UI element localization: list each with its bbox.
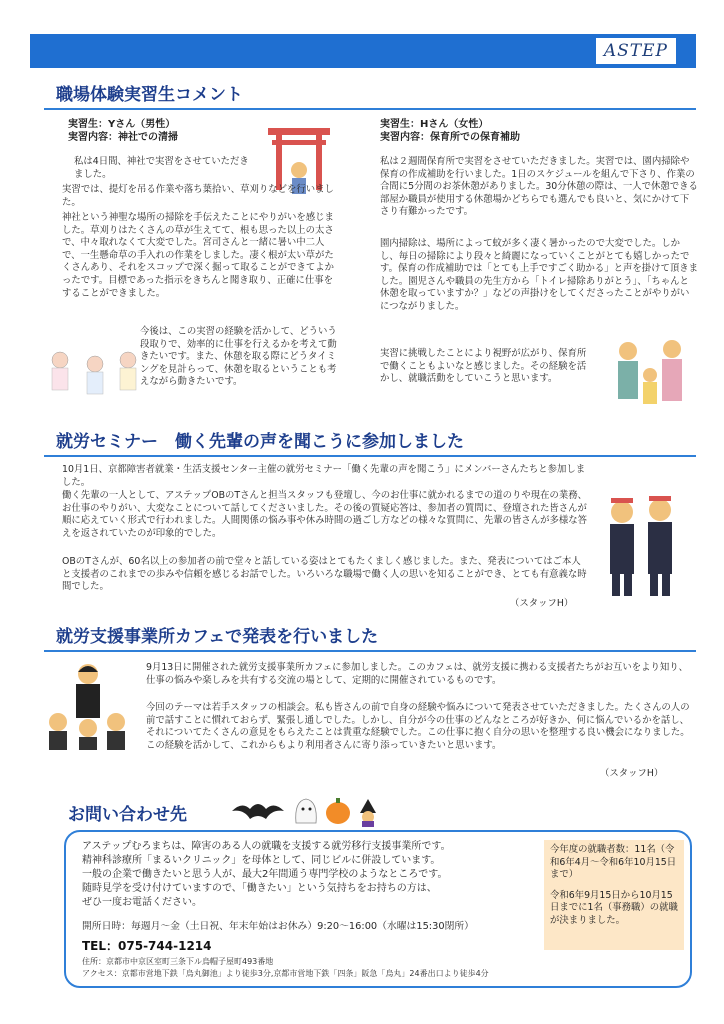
- seminar-para2: 働く先輩の一人として、アステップOBのTさんと担当スタッフも登壇し、今のお仕事に就かれるまでの道のりや現在の業務、お仕事のやりがい、大変なことについて話してくださいました。その後の質疑応答は、参加者の質問に、登壇された皆さんが順に応えていく形式で行われました。人間関係の悩み事や休み時間の過ごし方などの様々な質問に、先輩の皆さんが多様な答えを返されていたのが印象的でした。: [62, 490, 588, 539]
- section-divider: [44, 108, 696, 110]
- halloween-illustration: [228, 795, 398, 827]
- trainee-h-para3: 実習に挑戦したことにより視野が広がり、保育所で働くこともよいなと感じました。その経験を活かし、就職活動をしていこうと思います。: [380, 348, 587, 385]
- speaker-illustration: [44, 660, 130, 750]
- trainee-h-label: 実習生：Hさん（女性）: [380, 119, 489, 130]
- section-title-seminar: 就労セミナー 働く先輩の声を聞こうに参加しました: [56, 432, 464, 452]
- contact-line-1: アステップむろまちは、障害のある人の就職を支援する就労移行支援事業所です。: [82, 841, 451, 852]
- trainee-y-para1: 私は4日間、神社で実習をさせていただきました。: [74, 156, 249, 180]
- trainee-y-para2: 実習では、提灯を吊る作業や落ち葉拾い、草刈りなどを行いました。: [62, 184, 334, 208]
- trainee-h-para2: 園内掃除は、場所によって蚊が多く凄く暑かったので大変でした。しかし、毎日の掃除により段々と綺麗になっていくことがとても嬉しかったです。保育の作成補助では「とても上手ですごく助かる」と声を掛けて頂きました。園児さんや職員の先生方から「トイレ掃除ありがとう」、「ちゃんと休憩を取っていますか？」などの声掛けをしてくださったことがやりがいにつながりました。: [380, 238, 699, 312]
- section-divider: [44, 650, 696, 652]
- seminar-signature: （スタッフH）: [510, 598, 574, 609]
- employment-count: 今年度の就職者数：11名（令和6年4月～令和6年10月15日まで）: [550, 844, 677, 881]
- trainee-h-task: 実習内容：保育所での保育補助: [380, 132, 520, 143]
- phone-number[interactable]: TEL：075-744-1214: [82, 939, 212, 953]
- opening-hours: 開所日時：毎週月～金（土日祝、年末年始はお休み）9:20～16:00（水曜は15:30閉所）: [82, 921, 474, 932]
- family-illustration: [600, 335, 696, 415]
- header-band: [30, 34, 696, 68]
- contact-line-3: 一般の企業で働きたいと思う人が、最大2年間通う専門学校のようなところです。: [82, 869, 448, 880]
- trainee-y-para3: 神社という神聖な場所の掃除を手伝えたことにやりがいを感じました。草刈りはたくさんの草が生えてて、根も思った以上の太さで、中々取れなくて大変でした。宮司さんと一緒に暑い中二人で、一生懸命草の手入れの作業をしました。凄く根が太い草がたくさんあり、それをスコップで深く掘って取ることができてよかったです。目標であった指示をきちんと聞き取り、正確に仕事をすることができました。: [62, 212, 334, 299]
- section-title-internship: 職場体験実習生コメント: [56, 85, 243, 105]
- contact-line-4: 随時見学を受け付けていますので、「働きたい」という気持ちをお持ちの方は、: [82, 883, 437, 894]
- cafe-signature: （スタッフH）: [600, 768, 664, 779]
- astep-logo: ASTEP: [596, 38, 676, 64]
- cafe-para2: 今回のテーマは若手スタッフの相談会。私も皆さんの前で自身の経験や悩みについて発表させていただきました。たくさんの人の前で話すことに慣れておらず、緊張し通しでした。しかし、自分が今の仕事のどんなところが好きか、何に悩んでいるかを話し、それについてたくさんの意見をもらえたことは貴重な経験でした。この仕事に抱く自分の思いを整理する良い機会になりました。この経験を活かして、これからもより利用者さんに寄り添っていきたいと思います。: [146, 702, 690, 751]
- trainee-h-para1: 私は２週間保育所で実習をさせていただきました。実習では、園内掃除や保育の作成補助を行いました。1日のスケジュールを組んで下さり、作業の合間に5分間のお茶休憩がありました。30分休憩の際は、一人で休憩できる部屋か職員が使用する休憩場かどちらでも選んでも良いと、気にかけて下さり有難かったです。: [380, 156, 698, 218]
- trainee-y-task: 実習内容：神社での清掃: [68, 132, 178, 143]
- workers-illustration: [592, 490, 692, 600]
- children-illustration: [40, 330, 150, 410]
- contact-line-5: ぜひ一度お電話ください。: [82, 897, 202, 908]
- trainee-y-label: 実習生：Yさん（男性）: [68, 119, 176, 130]
- access-info: アクセス：京都市営地下鉄「烏丸御池」より徒歩3分,京都市営地下鉄「四条」阪急「烏丸」24番出口より徒歩4分: [82, 969, 489, 978]
- seminar-para3: OBのTさんが、60名以上の参加者の前で堂々と話している姿はとてもたくましく感じました。また、発表についてはご本人と支援者のこれまでの歩みや信頼を感じるお話でした。いろいろな職場で働く人の思いを知ることができ、とても有意義な時間でした。: [62, 556, 587, 593]
- section-divider: [44, 455, 696, 457]
- address: 住所：京都市中京区室町三条下ル烏帽子屋町493番地: [82, 957, 274, 966]
- trainee-y-para4: 今後は、この実習の経験を活かして、どういう段取りで、効率的に仕事を行えるかを考えて動きたいです。また、休憩を取る際にどうタイミングを見計らって、休憩を取るということも考えながら動きたいです。: [140, 326, 337, 388]
- seminar-para1: 10月1日、京都障害者就業・生活支援センター主催の就労セミナー「働く先輩の声を聞こう」にメンバーさんたちと参加しました。: [62, 464, 586, 488]
- section-title-cafe: 就労支援事業所カフェで発表を行いました: [56, 627, 379, 647]
- contact-line-2: 精神科診療所「まるいクリニック」を母体として、同じビルに併設しています。: [82, 855, 441, 866]
- recent-employment: 令和6年9月15日から10月15日までに1名（事務職）の就職が決まりました。: [550, 889, 678, 926]
- contact-title: お問い合わせ先: [68, 805, 187, 825]
- employment-stats-box: [544, 840, 684, 950]
- cafe-para1: 9月13日に開催された就労支援事業所カフェに参加しました。このカフェは、就労支援に携わる支援者たちがお互いをより知り、仕事の悩みや楽しみを共有する交流の場として、定期的に開催されているものです。: [146, 662, 688, 686]
